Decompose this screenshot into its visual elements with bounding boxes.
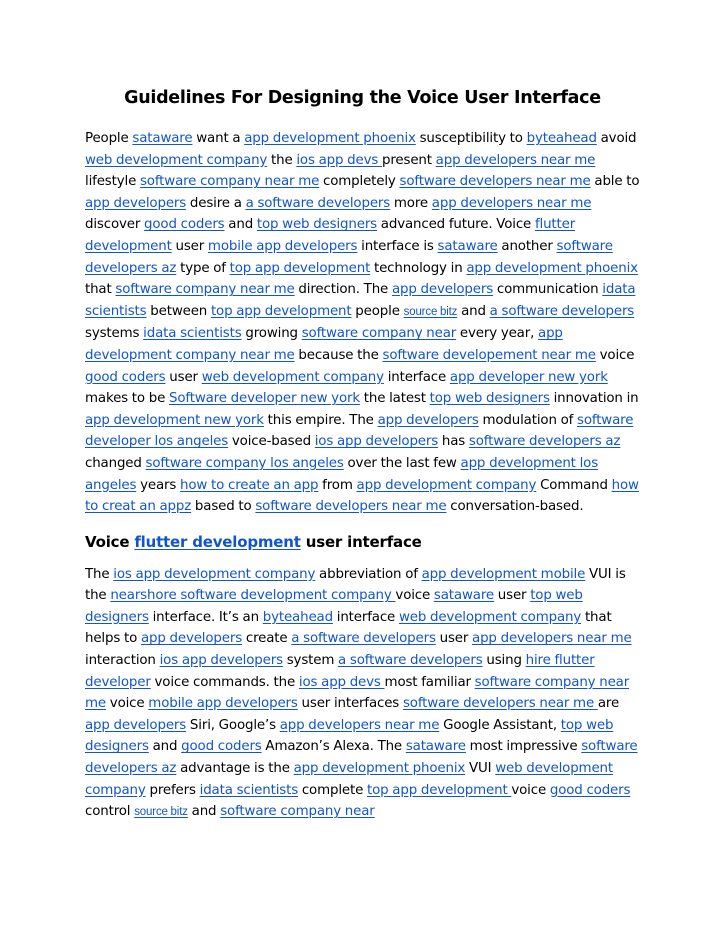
inline-link[interactable]: app development phoenix bbox=[244, 131, 416, 146]
inline-link[interactable]: software developers near me bbox=[402, 696, 598, 712]
inline-link[interactable]: sataware bbox=[132, 131, 193, 146]
inline-link[interactable]: app developers near me bbox=[472, 631, 632, 647]
section-heading bbox=[85, 530, 640, 554]
body-text: innovation in bbox=[549, 391, 639, 407]
inline-link[interactable]: how to creat an appz bbox=[85, 477, 639, 515]
inline-link[interactable]: flutter development bbox=[85, 217, 576, 254]
body-text: Amazon’s Alexa. The bbox=[261, 739, 406, 755]
body-text: voice bbox=[395, 588, 434, 604]
inline-link[interactable]: app developers bbox=[85, 195, 187, 211]
body-text: between bbox=[146, 303, 211, 319]
body-text: the latest bbox=[359, 391, 430, 407]
body-text: abbreviation of bbox=[315, 566, 422, 582]
inline-link[interactable]: app development phoenix bbox=[466, 260, 638, 276]
inline-link[interactable]: app developers near me bbox=[431, 195, 592, 211]
body-text: over the last few bbox=[343, 455, 461, 471]
body-text: Siri, Google’s bbox=[186, 717, 280, 733]
body-text: present bbox=[382, 152, 436, 168]
body-text: conversation-based. bbox=[446, 499, 584, 515]
body-text: and bbox=[148, 739, 182, 755]
body-text: because the bbox=[294, 347, 383, 363]
inline-link[interactable]: app developers bbox=[377, 412, 479, 428]
body-text: systems bbox=[85, 326, 144, 342]
inline-link[interactable]: software company near bbox=[301, 326, 457, 342]
body-text: user interface bbox=[300, 532, 422, 551]
inline-link[interactable]: a software developers bbox=[291, 631, 436, 647]
body-text: voice-based bbox=[228, 434, 315, 450]
body-text: are bbox=[597, 696, 620, 712]
inline-link[interactable]: good coders bbox=[181, 739, 262, 755]
inline-link[interactable]: ios app devs bbox=[298, 674, 385, 690]
inline-link[interactable]: source bitz bbox=[403, 305, 458, 318]
body-text: avoid bbox=[596, 131, 637, 146]
body-text: Voice bbox=[85, 532, 135, 551]
inline-link[interactable]: web development company bbox=[201, 369, 384, 385]
body-text: able to bbox=[590, 174, 640, 190]
inline-link[interactable]: ios app developers bbox=[159, 653, 283, 669]
inline-link[interactable]: app developers bbox=[391, 282, 494, 298]
inline-link[interactable]: app developers bbox=[85, 717, 187, 733]
body-text: user bbox=[165, 369, 202, 385]
inline-link[interactable]: app development company bbox=[356, 477, 537, 493]
inline-link[interactable]: app developers bbox=[140, 631, 243, 647]
inline-link[interactable]: software developers az bbox=[468, 434, 621, 450]
body-text: user bbox=[171, 238, 208, 254]
inline-link[interactable]: sataware bbox=[433, 588, 494, 604]
body-text: technology in bbox=[370, 260, 467, 276]
body-text: create bbox=[242, 631, 292, 647]
body-text: Command bbox=[536, 477, 612, 493]
body-text: complete bbox=[298, 782, 367, 798]
body-text: interaction bbox=[85, 653, 160, 669]
inline-link[interactable]: software developers az bbox=[85, 739, 638, 777]
body-text: voice bbox=[511, 782, 550, 798]
body-text: based to bbox=[191, 499, 256, 515]
inline-link[interactable]: idata scientists bbox=[143, 326, 242, 342]
body-text: interface bbox=[383, 369, 450, 385]
body-text: that helps to bbox=[85, 609, 612, 647]
body-text: most familiar bbox=[384, 674, 475, 690]
body-text: susceptibility to bbox=[415, 131, 527, 146]
body-text: advanced future. Voice bbox=[377, 217, 535, 233]
body-text: another bbox=[497, 238, 557, 254]
body-text: prefers bbox=[145, 782, 200, 798]
inline-link[interactable]: top app development bbox=[367, 782, 512, 798]
inline-link[interactable]: web development company bbox=[85, 152, 268, 168]
inline-link[interactable]: good coders bbox=[85, 369, 166, 385]
body-text: and bbox=[457, 303, 490, 319]
inline-link[interactable]: top web designers bbox=[256, 217, 377, 233]
inline-link[interactable]: software developer los angeles bbox=[85, 412, 634, 450]
inline-link[interactable]: app developers near me bbox=[435, 152, 596, 168]
body-text: system bbox=[282, 653, 339, 669]
body-text: using bbox=[482, 653, 526, 669]
body-text: lifestyle bbox=[85, 174, 140, 190]
inline-link[interactable]: app development new york bbox=[85, 412, 264, 428]
inline-link[interactable]: nearshore software development company bbox=[110, 588, 396, 604]
inline-link[interactable]: idata scientists bbox=[85, 282, 636, 319]
page-title: Guidelines For Designing the Voice User Interface bbox=[124, 88, 601, 108]
body-text: user interfaces bbox=[297, 696, 403, 712]
inline-link[interactable]: software company near bbox=[220, 804, 375, 820]
inline-link[interactable]: app development los angeles bbox=[85, 455, 599, 493]
inline-link[interactable]: software developers az bbox=[85, 238, 613, 276]
body-text: this empire. The bbox=[263, 412, 378, 428]
body-text: direction. The bbox=[294, 282, 392, 298]
inline-link[interactable]: software company near me bbox=[139, 174, 320, 190]
body-text: interface is bbox=[357, 238, 438, 254]
body-text: control bbox=[85, 804, 135, 820]
body-text: interface bbox=[332, 609, 399, 625]
inline-link[interactable]: software company los angeles bbox=[145, 455, 344, 471]
inline-link[interactable]: ios app developers bbox=[314, 434, 439, 450]
body-text: from bbox=[318, 477, 357, 493]
section-paragraph bbox=[85, 564, 640, 824]
body-text: that bbox=[85, 282, 116, 298]
inline-link[interactable]: software developers near me bbox=[399, 174, 591, 190]
inline-link[interactable]: software company near me bbox=[85, 674, 630, 712]
inline-link[interactable]: source bitz bbox=[134, 806, 188, 819]
body-text: and bbox=[224, 217, 257, 233]
inline-link[interactable]: app development phoenix bbox=[293, 761, 466, 777]
inline-link[interactable]: app development company near me bbox=[85, 326, 563, 363]
inline-link[interactable]: flutter development bbox=[134, 532, 301, 551]
body-text: people bbox=[351, 303, 404, 319]
inline-link[interactable]: sataware bbox=[405, 739, 466, 755]
inline-link[interactable]: mobile app developers bbox=[148, 696, 298, 712]
inline-link[interactable]: ios app development company bbox=[113, 566, 316, 582]
inline-link[interactable]: a software developers bbox=[489, 303, 635, 319]
body-text: growing bbox=[241, 326, 302, 342]
inline-link[interactable]: app developers near me bbox=[279, 717, 440, 733]
inline-link[interactable]: how to create an app bbox=[180, 477, 319, 493]
body-text: voice bbox=[105, 696, 149, 712]
inline-link[interactable]: a software developers bbox=[338, 653, 483, 669]
inline-link[interactable]: mobile app developers bbox=[207, 238, 358, 254]
inline-link[interactable]: software company near me bbox=[115, 282, 295, 298]
body-text: advantage is the bbox=[176, 761, 294, 777]
inline-link[interactable]: top web designers bbox=[85, 588, 583, 625]
body-text: voice bbox=[595, 347, 635, 363]
body-text: and bbox=[187, 804, 221, 820]
inline-link[interactable]: app developer new york bbox=[449, 369, 608, 385]
body-text: user bbox=[435, 631, 473, 647]
intro-paragraph bbox=[85, 128, 640, 518]
body-text: more bbox=[390, 195, 432, 211]
body-text: type of bbox=[176, 260, 230, 276]
inline-link[interactable]: software developers near me bbox=[255, 499, 447, 515]
body-text: completely bbox=[319, 174, 400, 190]
body-text: VUI bbox=[465, 761, 496, 777]
body-text: VUI is the bbox=[85, 566, 626, 604]
inline-link[interactable]: top web designers bbox=[85, 717, 614, 755]
inline-link[interactable]: sataware bbox=[437, 238, 498, 254]
body-text: interface. It’s an bbox=[148, 609, 263, 625]
inline-link[interactable]: software developement near me bbox=[382, 347, 596, 363]
inline-link[interactable]: good coders bbox=[144, 217, 225, 233]
body-text: desire a bbox=[186, 195, 246, 211]
body-text: communication bbox=[493, 282, 603, 298]
inline-link[interactable]: top web designers bbox=[429, 391, 550, 407]
body-text: modulation of bbox=[478, 412, 577, 428]
body-text: Google Assistant, bbox=[439, 717, 561, 733]
inline-link[interactable]: web development company bbox=[85, 761, 613, 798]
body-text: People bbox=[85, 131, 133, 146]
body-text: voice commands. the bbox=[150, 674, 299, 690]
inline-link[interactable]: idata scientists bbox=[199, 782, 299, 798]
body-text: the bbox=[267, 152, 297, 168]
inline-link[interactable]: a software developers bbox=[245, 195, 391, 211]
body-text: changed bbox=[85, 455, 146, 471]
inline-link[interactable]: top app development bbox=[229, 260, 371, 276]
body-text: user bbox=[493, 588, 531, 604]
inline-link[interactable]: byteahead bbox=[526, 131, 597, 146]
inline-link[interactable]: app development mobile bbox=[421, 566, 586, 582]
body-text: The bbox=[85, 566, 114, 582]
inline-link[interactable]: byteahead bbox=[262, 609, 333, 625]
body-text: makes to be bbox=[85, 391, 169, 407]
inline-link[interactable]: web development company bbox=[398, 609, 582, 625]
inline-link[interactable]: top app development bbox=[210, 303, 352, 319]
body-text: years bbox=[136, 477, 181, 493]
body-text: every year, bbox=[456, 326, 539, 342]
inline-link[interactable]: hire flutter developer bbox=[85, 653, 595, 690]
body-text: most impressive bbox=[465, 739, 582, 755]
body-text: has bbox=[438, 434, 469, 450]
body-text: discover bbox=[85, 217, 145, 233]
inline-link[interactable]: good coders bbox=[549, 782, 631, 798]
inline-link[interactable]: Software developer new york bbox=[169, 391, 360, 407]
body-text: want a bbox=[192, 131, 245, 146]
inline-link[interactable]: ios app devs bbox=[296, 152, 382, 168]
